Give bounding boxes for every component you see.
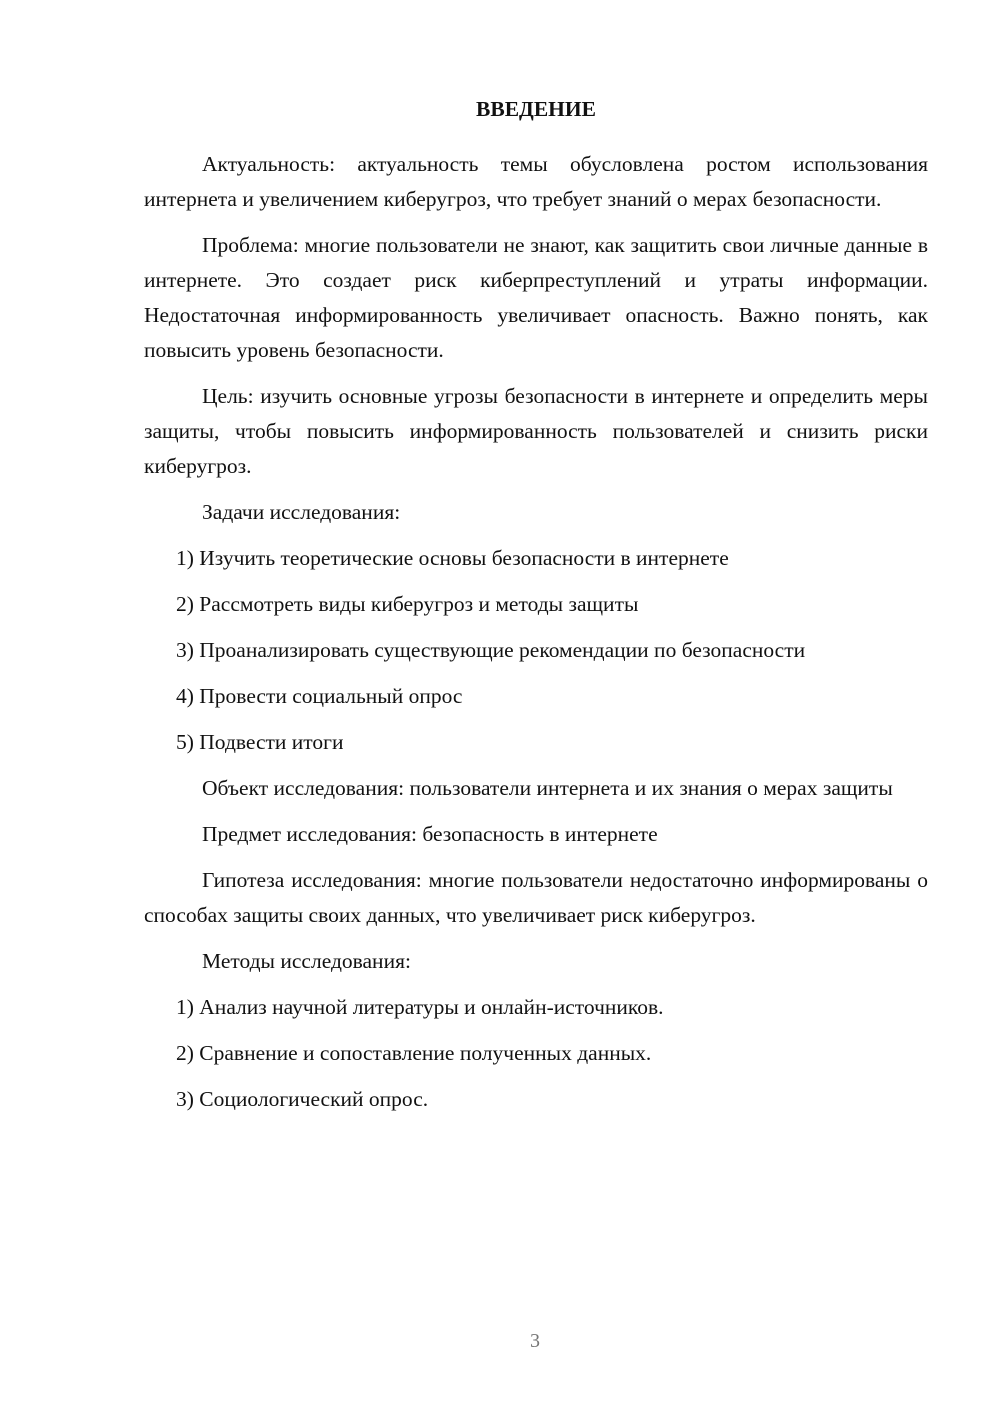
section-title: ВВЕДЕНИЕ — [476, 97, 596, 121]
method-item: 2) Сравнение и сопоставление полученных данных. — [176, 1041, 652, 1065]
paragraph-problem: Проблема: многие пользователи не знают, как защитить свои личные данные в интернете. Это создает риск киберпреступлений и утраты информации. Недостаточная информированность увеличивает опасность. Важно понять, как повысить уровень безопасности. — [144, 233, 928, 362]
page-content — [144, 92, 928, 1128]
task-item: 3) Проанализировать существующие рекомендации по безопасности — [176, 638, 806, 662]
task-item: 4) Провести социальный опрос — [176, 684, 463, 708]
task-item: 1) Изучить теоретические основы безопасности в интернете — [176, 546, 729, 570]
paragraph-hypothesis: Гипотеза исследования: многие пользователи недостаточно информированы о способах защиты своих данных, что увеличивает риск киберугроз. — [144, 868, 928, 927]
method-item: 3) Социологический опрос. — [176, 1087, 429, 1111]
methods-heading: Методы исследования: — [202, 949, 411, 973]
page-number: 3 — [530, 1330, 540, 1352]
paragraph-object: Объект исследования: пользователи интернета и их знания о мерах защиты — [202, 776, 893, 800]
task-item: 5) Подвести итоги — [176, 730, 344, 754]
paragraph-relevance: Актуальность: актуальность темы обусловлена ростом использования интернета и увеличением киберугроз, что требует знаний о мерах безопасности. — [144, 152, 928, 211]
tasks-heading: Задачи исследования: — [202, 500, 401, 524]
task-item: 2) Рассмотреть виды киберугроз и методы защиты — [176, 592, 639, 616]
paragraph-subject: Предмет исследования: безопасность в интернете — [202, 822, 658, 846]
method-item: 1) Анализ научной литературы и онлайн-источников. — [176, 995, 664, 1019]
paragraph-goal: Цель: изучить основные угрозы безопасности в интернете и определить меры защиты, чтобы повысить информированность пользователей и снизить риски киберугроз. — [144, 384, 928, 478]
